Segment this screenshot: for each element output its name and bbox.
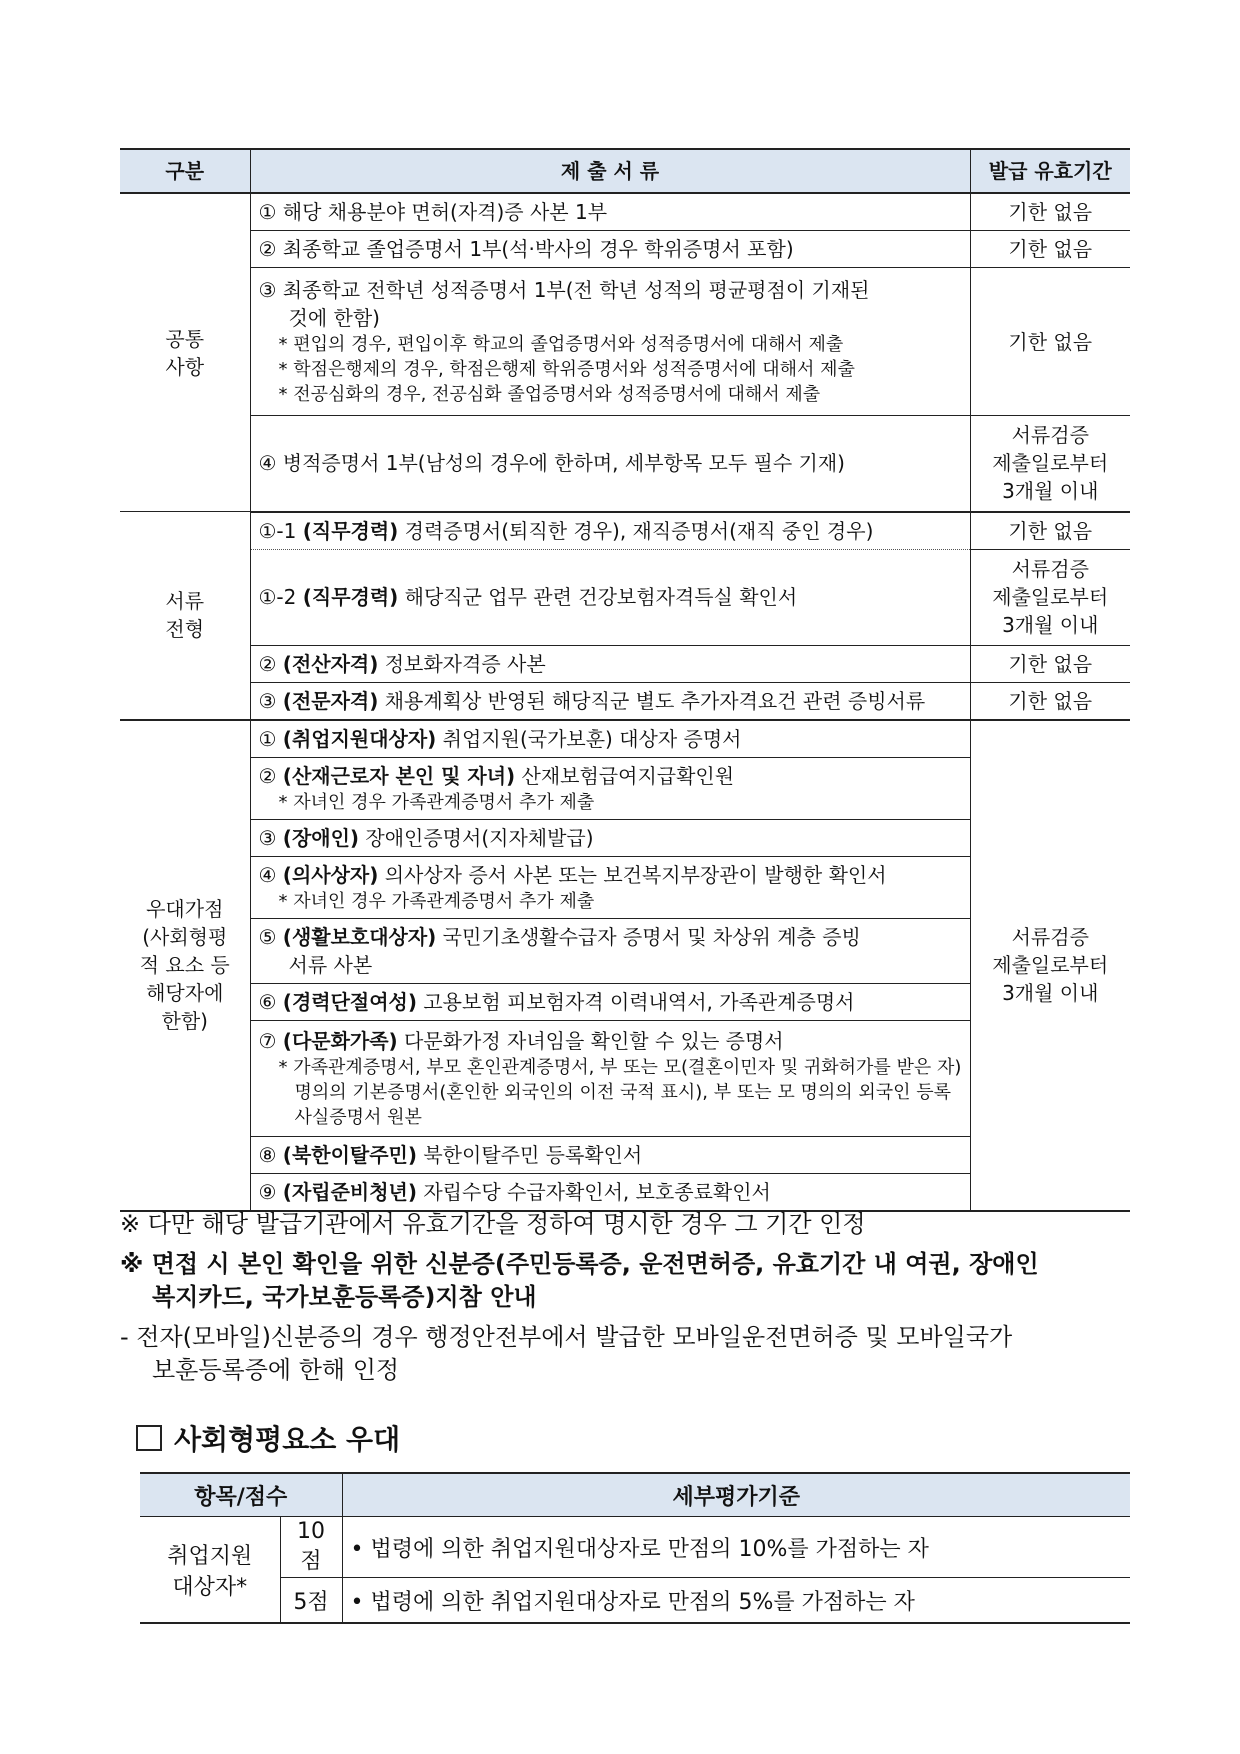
document-item: ⑨ (자립준비청년) 자립수당 수급자확인서, 보호종료확인서 (250, 1173, 970, 1211)
document-item: ④ 병적증명서 1부(남성의 경우에 한하며, 세부항목 모두 필수 기재) (250, 416, 970, 512)
section-title (136, 1418, 400, 1458)
document-item: ① (취업지원대상자) 취업지원(국가보훈) 대상자 증명서 (250, 720, 970, 758)
validity-value: 서류검증 제출일로부터 3개월 이내 (970, 720, 1130, 1211)
table-row (120, 231, 1130, 268)
table-row (120, 645, 1130, 682)
table-row (140, 1517, 1130, 1578)
validity-value: 기한 없음 (970, 645, 1130, 682)
note-id-card: ※ 면접 시 본인 확인을 위한 신분증(주민등록증, 운전면허증, 유효기간 내 여권, 장애인 복지카드, 국가보훈등록증)지참 안내 (120, 1249, 1039, 1312)
document-item: ① 해당 채용분야 면허(자격)증 사본 1부 (250, 193, 970, 231)
document-item: ② 최종학교 졸업증명서 1부(석·박사의 경우 학위증명서 포함) (250, 231, 970, 268)
category-preference: 우대가점 (사회형평 적 요소 등 해당자에 한함) (120, 720, 250, 1211)
validity-value: 기한 없음 (970, 268, 1130, 416)
table-header-row (120, 149, 1130, 193)
document-item: ①-1 (직무경력) 경력증명서(퇴직한 경우), 재직증명서(재직 중인 경우) (250, 512, 970, 550)
validity-value: 기한 없음 (970, 682, 1130, 720)
table-row (120, 268, 1130, 416)
document-item: ② (산재근로자 본인 및 자녀) 산재보험급여지급확인원 * 자녀인 경우 가족관계증명서 추가 제출 (250, 757, 970, 819)
score-table (140, 1472, 1130, 1624)
document-item: ③ (장애인) 장애인증명서(지자체발급) (250, 819, 970, 856)
header-validity: 발급 유효기간 (970, 149, 1130, 193)
note-validity: ※ 다만 해당 발급기관에서 유효기간을 정하여 명시한 경우 그 기간 인정 (120, 1210, 866, 1238)
document-item: ③ 최종학교 전학년 성적증명서 1부(전 학년 성적의 평균평점이 기재된 것에 한함) * 편입의 경우, 편입이후 학교의 졸업증명서와 성적증명서에 대해서 제출 * 학점은행제의 경우, 학점은행제 학위증명서와 성적증명서에 대해서 제출 * 전공심화의 경우, 전공심화 졸업증명서와 성적증명서에 대해서 제출 (250, 268, 970, 416)
table-row (120, 549, 1130, 645)
validity-value: 서류검증 제출일로부터 3개월 이내 (970, 549, 1130, 645)
header-item-score: 항목/점수 (140, 1473, 342, 1517)
document-item: ⑤ (생활보호대상자) 국민기초생활수급자 증명서 및 차상위 계층 증빙 서류 사본 (250, 918, 970, 983)
section-title-text: 사회형평요소 우대 (174, 1423, 401, 1456)
score-value: 10점 (280, 1517, 342, 1578)
document-item: ⑦ (다문화가족) 다문화가정 자녀임을 확인할 수 있는 증명서 * 가족관계증명서, 부모 혼인관계증명서, 부 또는 모(결혼이민자 및 귀화허가를 받은 자) 명의의 기본증명서(혼인한 외국인의 이전 국적 표시), 부 또는 모 명의의 외국인 등록사실증명서 원본 (250, 1020, 970, 1136)
notes-block (120, 1208, 1130, 1394)
score-criteria: • 법령에 의한 취업지원대상자로 만점의 10%를 가점하는 자 (342, 1517, 1130, 1578)
document-item: ③ (전문자격) 채용계획상 반영된 해당직군 별도 추가자격요건 관련 증빙서류 (250, 682, 970, 720)
document-item: ⑧ (북한이탈주민) 북한이탈주민 등록확인서 (250, 1136, 970, 1173)
document-item: ①-2 (직무경력) 해당직군 업무 관련 건강보험자격득실 확인서 (250, 549, 970, 645)
note-mobile-id: - 전자(모바일)신분증의 경우 행정안전부에서 발급한 모바일운전면허증 및 모바일국가 보훈등록증에 한해 인정 (120, 1322, 1013, 1385)
score-value: 5점 (280, 1578, 342, 1624)
document-item: ⑥ (경력단절여성) 고용보험 피보험자격 이력내역서, 가족관계증명서 (250, 983, 970, 1020)
checkbox-square-icon (136, 1425, 162, 1451)
header-documents: 제 출 서 류 (250, 149, 970, 193)
score-header-row (140, 1473, 1130, 1517)
category-common: 공통 사항 (120, 193, 250, 512)
score-item-label: 취업지원 대상자* (140, 1517, 280, 1624)
document-item: ④ (의사상자) 의사상자 증서 사본 또는 보건복지부장관이 발행한 확인서 * 자녀인 경우 가족관계증명서 추가 제출 (250, 856, 970, 918)
header-category: 구분 (120, 149, 250, 193)
validity-value: 기한 없음 (970, 193, 1130, 231)
table-row (120, 193, 1130, 231)
table-row (120, 682, 1130, 720)
validity-value: 기한 없음 (970, 231, 1130, 268)
category-screening: 서류 전형 (120, 512, 250, 720)
table-row (120, 720, 1130, 758)
documents-table (120, 148, 1130, 1212)
table-row (140, 1578, 1130, 1624)
table-row (120, 416, 1130, 512)
table-row (120, 512, 1130, 550)
score-criteria: • 법령에 의한 취업지원대상자로 만점의 5%를 가점하는 자 (342, 1578, 1130, 1624)
validity-value: 기한 없음 (970, 512, 1130, 550)
header-criteria: 세부평가기준 (342, 1473, 1130, 1517)
document-item: ② (전산자격) 정보화자격증 사본 (250, 645, 970, 682)
validity-value: 서류검증 제출일로부터 3개월 이내 (970, 416, 1130, 512)
